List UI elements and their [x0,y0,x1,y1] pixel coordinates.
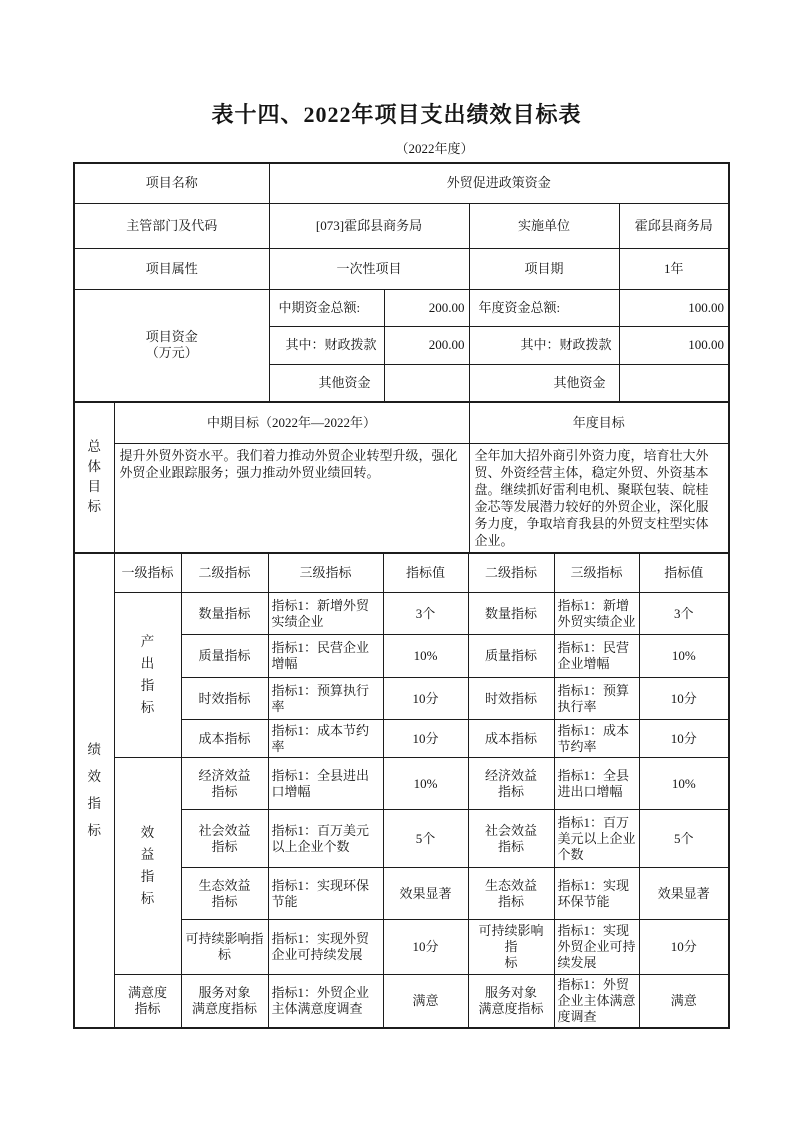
overall-goal-table [73,401,730,554]
cell-l3-mid: 指标1：预算执行 率 [268,678,383,720]
cell-value-annual: 10% [639,758,729,810]
cell-value-annual: 满意 [639,975,729,1029]
cell-l2-annual: 可持续影响指 标 [468,920,554,975]
cell-value-annual: 10分 [639,720,729,758]
cell-l3-mid: 指标1：外贸企业 主体满意度调查 [268,975,383,1029]
cell-l3-annual: 指标1：成本 节约率 [554,720,639,758]
performance-target-table [73,162,728,1029]
cell-mid-goal-text: 提升外贸外资水平。我们着力推动外贸企业转型升级，强化 外贸企业跟踪服务；强力推动外贸业绩回转。 [114,443,469,553]
cell-value-annual: 10分 [639,920,729,975]
cell-l2-annual: 数量指标 [468,593,554,635]
cell-l2-mid: 成本指标 [181,720,268,758]
cell-l2-mid: 时效指标 [181,678,268,720]
cell-mid-total-label: 中期资金总额: [269,289,384,326]
cell-header-level3-annual: 三级指标 [554,553,639,593]
page-subtitle: （2022年度） [395,141,474,156]
cell-l2-mid: 数量指标 [181,593,268,635]
cell-value-mid: 3个 [383,593,468,635]
cell-impl-unit-label: 实施单位 [469,203,619,248]
cell-value-annual: 10% [639,635,729,678]
cell-l2-mid: 社会效益 指标 [181,810,268,868]
cell-annual-other-label: 其他资金 [469,364,619,402]
cell-value-mid: 10分 [383,678,468,720]
cell-funding-label: 项目资金 （万元） [74,289,269,402]
cell-header-value-mid: 指标值 [383,553,468,593]
cell-annual-fiscal-label: 其中：财政拨款 [469,326,619,364]
cell-l3-annual: 指标1：预算 执行率 [554,678,639,720]
cell-l3-annual: 指标1：实现 外贸企业可持 续发展 [554,920,639,975]
cell-header-level2-mid: 二级指标 [181,553,268,593]
cell-mid-fiscal-label: 其中：财政拨款 [269,326,384,364]
cell-value-mid: 满意 [383,975,468,1029]
cell-annual-fiscal-value: 100.00 [619,326,729,364]
cell-annual-goal-text: 全年加大招外商引外资力度，培育壮大外 贸、外资经营主体，稳定外贸、外资基本 盘。继续抓好雷利电机、聚联包装、皖桂 金芯等发展潜力较好的外贸企业，深化服 务力度，争取培育我县的外贸支柱型实体 企业。 [469,443,729,553]
cell-department-value: [073]霍邱县商务局 [269,203,469,248]
cell-project-name-value: 外贸促进政策资金 [269,163,729,203]
cell-value-annual: 效果显著 [639,868,729,920]
cell-l3-annual: 指标1：全县 进出口增幅 [554,758,639,810]
indicator-row [74,975,729,1029]
cell-header-level2-annual: 二级指标 [468,553,554,593]
cell-mid-goal-header: 中期目标（2022年—2022年） [114,402,469,443]
page-title: 表十四、2022年项目支出绩效目标表 [211,102,582,127]
cell-annual-other-value [619,364,729,402]
cell-mid-fiscal-value: 200.00 [384,326,469,364]
cell-annual-total-label: 年度资金总额: [469,289,619,326]
cell-header-level3-mid: 三级指标 [268,553,383,593]
cell-mid-other-value [384,364,469,402]
cell-l2-mid: 可持续影响指 标 [181,920,268,975]
cell-header-value-annual: 指标值 [639,553,729,593]
cell-annual-total-value: 100.00 [619,289,729,326]
cell-mid-total-value: 200.00 [384,289,469,326]
cell-l3-annual: 指标1：新增 外贸实绩企业 [554,593,639,635]
cell-group-satisfaction: 满意度 指标 [114,975,181,1029]
table-row [74,402,729,443]
cell-l3-annual: 指标1：百万 美元以上企业 个数 [554,810,639,868]
cell-l2-mid: 服务对象 满意度指标 [181,975,268,1029]
cell-project-name-label: 项目名称 [74,163,269,203]
cell-department-label: 主管部门及代码 [74,203,269,248]
cell-value-mid: 10分 [383,720,468,758]
cell-l2-mid: 经济效益 指标 [181,758,268,810]
cell-l2-annual: 时效指标 [468,678,554,720]
cell-value-mid: 5个 [383,810,468,868]
cell-period-value: 1年 [619,248,729,289]
cell-l2-mid: 生态效益 指标 [181,868,268,920]
cell-group-benefit: 效 益 指 标 [114,758,181,975]
cell-performance-label: 绩 效 指 标 [74,553,114,1029]
cell-l3-mid: 指标1：全县进出 口增幅 [268,758,383,810]
indicator-table [73,552,730,1030]
cell-l2-annual: 成本指标 [468,720,554,758]
project-info-table [73,162,730,403]
cell-value-mid: 10% [383,635,468,678]
cell-l3-mid: 指标1：百万美元 以上企业个数 [268,810,383,868]
table-row [74,163,729,203]
cell-l3-annual: 指标1：实现 环保节能 [554,868,639,920]
cell-attribute-value: 一次性项目 [269,248,469,289]
cell-value-annual: 10分 [639,678,729,720]
cell-overall-goal-label: 总 体 目 标 [74,402,114,553]
cell-value-mid: 效果显著 [383,868,468,920]
cell-value-annual: 5个 [639,810,729,868]
cell-attribute-label: 项目属性 [74,248,269,289]
funding-row [74,289,729,326]
cell-mid-other-label: 其他资金 [269,364,384,402]
cell-l3-mid: 指标1：成本节约 率 [268,720,383,758]
table-row [74,248,729,289]
cell-l2-annual: 生态效益 指标 [468,868,554,920]
cell-l3-mid: 指标1：实现外贸 企业可持续发展 [268,920,383,975]
indicator-row [74,593,729,635]
cell-period-label: 项目期 [469,248,619,289]
cell-l3-annual: 指标1：民营 企业增幅 [554,635,639,678]
cell-group-output: 产 出 指 标 [114,593,181,758]
indicator-row [74,758,729,810]
table-row [74,203,729,248]
cell-value-mid: 10分 [383,920,468,975]
cell-l3-mid: 指标1：实现环保 节能 [268,868,383,920]
cell-value-annual: 3个 [639,593,729,635]
cell-l2-annual: 经济效益 指标 [468,758,554,810]
cell-l3-mid: 指标1：民营企业 增幅 [268,635,383,678]
cell-value-mid: 10% [383,758,468,810]
cell-l3-mid: 指标1：新增外贸 实绩企业 [268,593,383,635]
indicator-header-row [74,553,729,593]
cell-annual-goal-header: 年度目标 [469,402,729,443]
cell-l2-annual: 质量指标 [468,635,554,678]
table-row [74,443,729,553]
cell-l3-annual: 指标1：外贸 企业主体满意 度调查 [554,975,639,1029]
cell-l2-mid: 质量指标 [181,635,268,678]
cell-l2-annual: 社会效益 指标 [468,810,554,868]
cell-header-level1: 一级指标 [114,553,181,593]
cell-impl-unit-value: 霍邱县商务局 [619,203,729,248]
cell-l2-annual: 服务对象 满意度指标 [468,975,554,1029]
